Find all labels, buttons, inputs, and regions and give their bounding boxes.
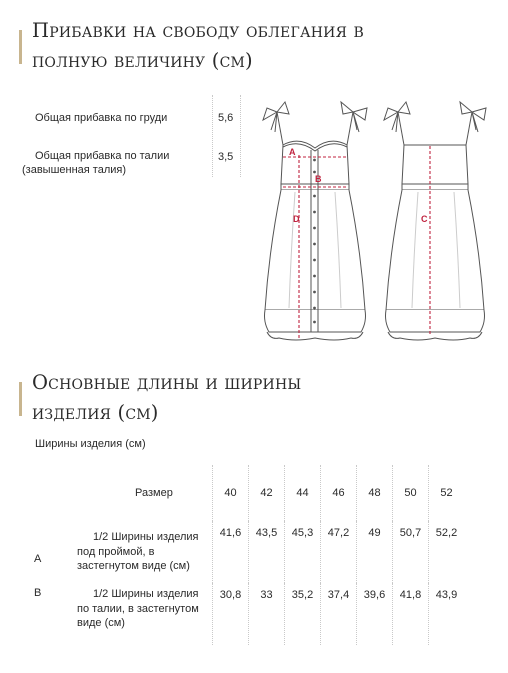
section-title-lengths [32,368,301,428]
allowance-chest-value: 5,6 [218,112,234,124]
size-col: 52 [429,465,465,521]
table-cell: 41,6 [213,521,249,583]
table-row [30,583,464,645]
row-code: B [34,587,42,599]
section-title-line-1: Прибавки на свободу облегания в [32,19,364,42]
row-label: 1/2 Ширины изделия по талии, в застегнутом виде (см) [77,588,199,629]
section-accent-bar [19,30,22,64]
section-title-line-2: полную величину (см) [32,49,253,72]
table-subtitle: Ширины изделия (см) [35,438,146,450]
marker-c: C [421,214,428,224]
table-cell: 41,8 [393,583,429,645]
table-cell: 39,6 [357,583,393,645]
allowance-waist-label [22,149,169,177]
row-code: A [34,553,42,565]
table-cell: 35,2 [285,583,321,645]
table-cell: 50,7 [393,521,429,583]
section2-title-line-1: Основные длины и ширины [32,371,302,394]
allowance-waist-label-line-2: (завышенная талия) [22,164,127,176]
allowance-waist-label-line-1: Общая прибавка по талии [35,150,170,162]
section2-title-line-2: изделия (см) [32,401,159,424]
table-cell: 37,4 [321,583,357,645]
allowance-divider-left [212,95,214,177]
size-table [30,465,464,645]
dress-back-diagram [378,100,493,350]
marker-a: A [289,147,296,157]
table-row [30,521,464,583]
size-col: 50 [393,465,429,521]
section-title-allowances [32,16,364,76]
row-label: 1/2 Ширины изделия под проймой, в застегнутом виде (см) [77,531,199,573]
marker-b: B [315,174,322,184]
table-cell: 43,5 [249,521,285,583]
size-col: 42 [249,465,285,521]
marker-d: D [293,214,300,224]
section-accent-bar-2 [19,382,22,416]
table-header-row [30,465,464,521]
table-cell: 45,3 [285,521,321,583]
table-cell: 49 [357,521,393,583]
table-cell: 33 [249,583,285,645]
table-cell: 47,2 [321,521,357,583]
table-cell: 52,2 [429,521,465,583]
table-cell: 43,9 [429,583,465,645]
size-col: 40 [213,465,249,521]
size-col: 48 [357,465,393,521]
dress-front-diagram [255,100,375,350]
size-header-label: Размер [135,487,173,499]
size-col: 44 [285,465,321,521]
table-cell: 30,8 [213,583,249,645]
allowance-divider-right [240,95,242,177]
size-col: 46 [321,465,357,521]
allowance-chest-label: Общая прибавка по груди [35,112,168,124]
allowance-waist-value: 3,5 [218,151,234,163]
